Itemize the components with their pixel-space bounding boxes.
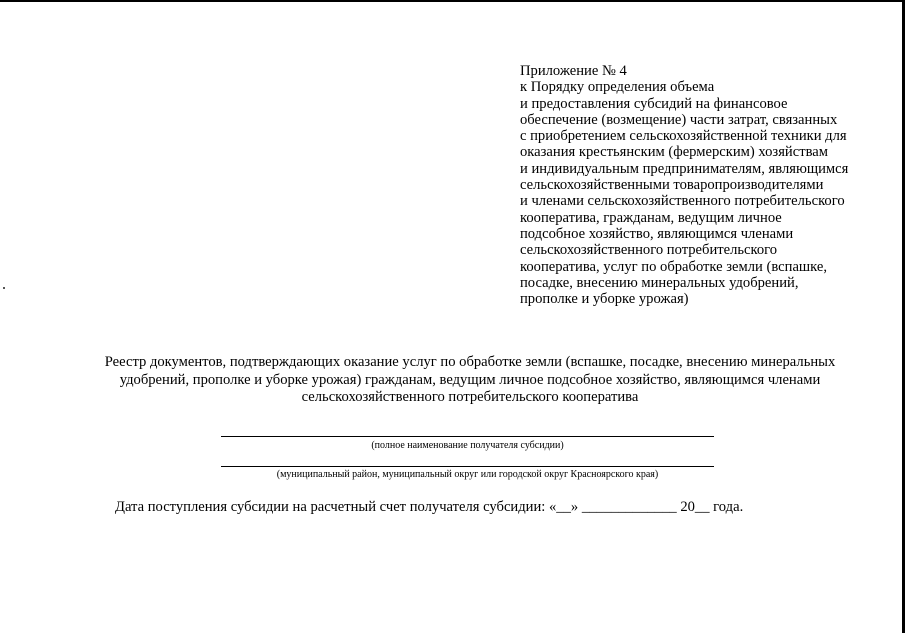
appendix-line: посадке, внесению минеральных удобрений, — [520, 274, 799, 291]
page-top-border — [0, 0, 905, 2]
recipient-name-caption: (полное наименование получателя субсидии) — [371, 440, 564, 451]
subsidy-date-line: Дата поступления субсидии на расчетный счет получателя субсидии: «__» _____________ 20__ года. — [115, 499, 744, 515]
appendix-line: кооператива, гражданам, ведущим личное — [520, 209, 782, 226]
appendix-line: оказания крестьянским (фермерским) хозяйствам — [520, 144, 828, 161]
appendix-line: с приобретением сельскохозяйственной техники для — [520, 128, 847, 145]
appendix-line: Приложение № 4 — [520, 63, 627, 79]
appendix-line: обеспечение (возмещение) части затрат, связанных — [520, 111, 838, 128]
appendix-header — [520, 63, 890, 307]
appendix-line: кооператива, услуг по обработке земли (вспашке, — [520, 258, 828, 275]
appendix-line: и предоставления субсидий на финансовое — [520, 95, 788, 112]
registry-title-line: удобрений, прополке и уборке урожая) гражданам, ведущим личное подсобное хозяйство, являющимся членами — [119, 371, 821, 388]
district-caption: (муниципальный район, муниципальный округ или городской округ Красноярского края) — [276, 469, 659, 480]
scan-speck — [3, 287, 5, 289]
registry-title — [60, 354, 880, 407]
district-field-line — [221, 466, 714, 467]
registry-title-line: Реестр документов, подтверждающих оказание услуг по обработке земли (вспашке, посадке, внесению минеральных — [104, 354, 836, 370]
appendix-line: сельскохозяйственного потребительского — [520, 242, 778, 259]
appendix-line: и индивидуальным предпринимателям, являющимся — [520, 160, 849, 177]
registry-title-line: сельскохозяйственного потребительского кооператива — [301, 389, 639, 405]
appendix-line: подсобное хозяйство, являющимся членами — [520, 225, 794, 242]
appendix-line: и членами сельскохозяйственного потребительского — [520, 193, 845, 210]
appendix-line: прополке и уборке урожая) — [520, 291, 689, 308]
recipient-name-field-line — [221, 436, 714, 437]
appendix-line: к Порядку определения объема — [520, 79, 715, 96]
appendix-line: сельскохозяйственными товаропроизводителями — [520, 177, 824, 194]
